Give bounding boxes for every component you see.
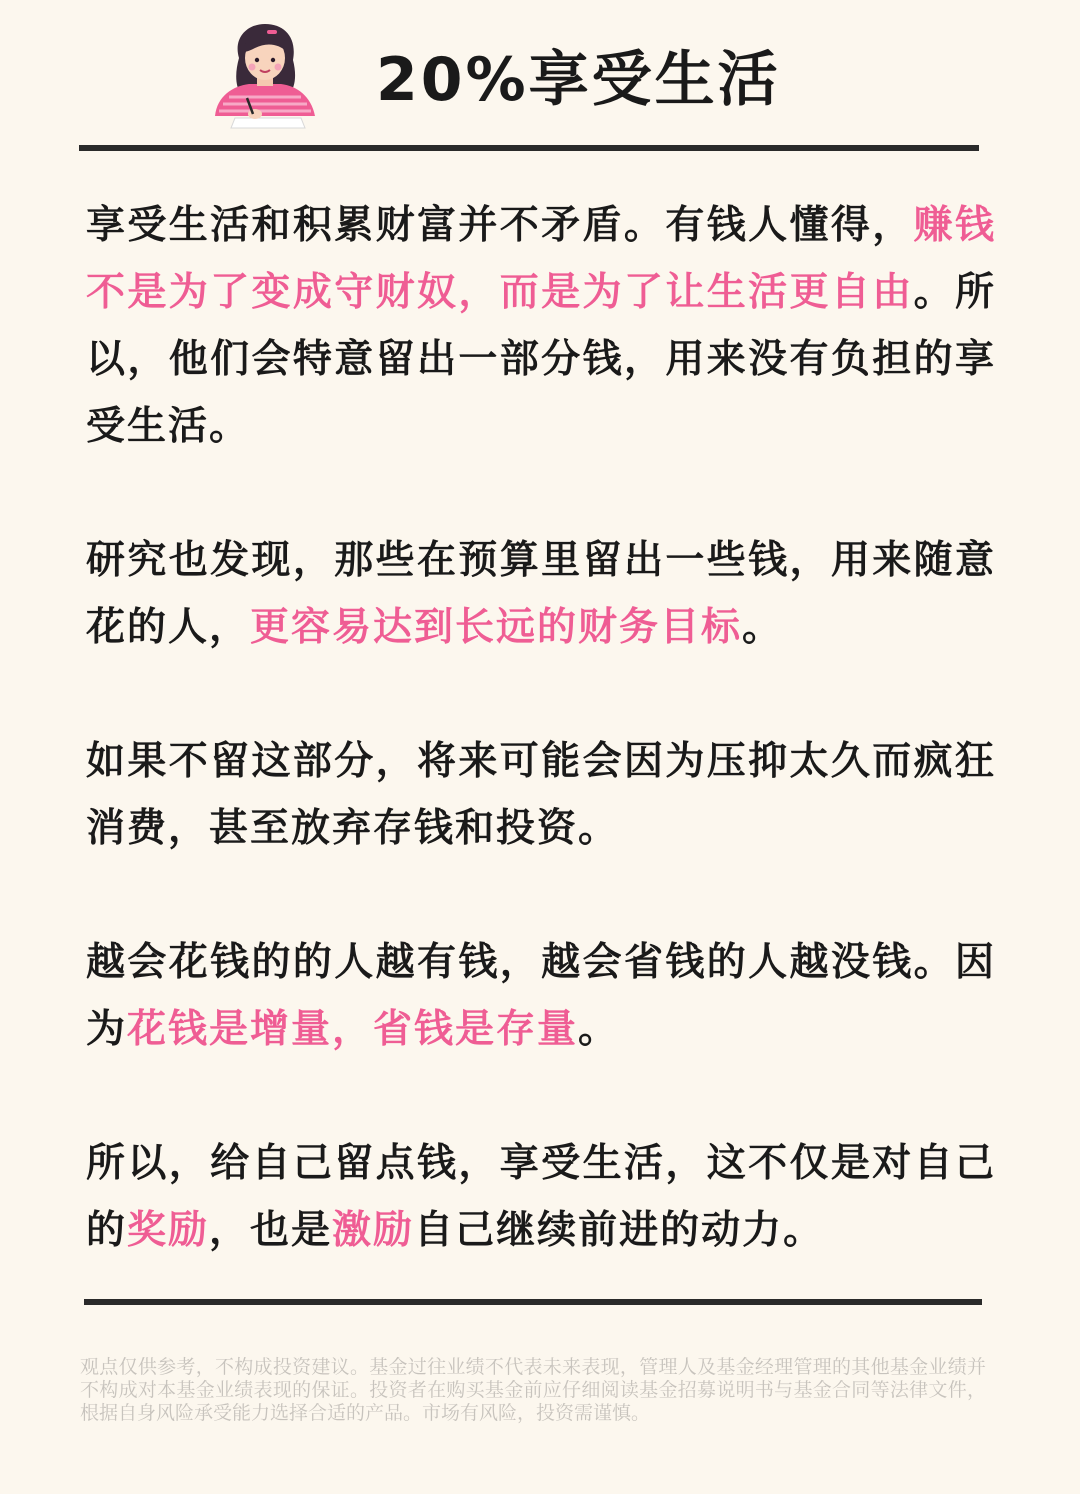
paragraph-text: 。 <box>742 605 784 650</box>
paragraph-text: ，也是 <box>209 1208 333 1253</box>
paragraph-text: 自己继续前进的动力。 <box>414 1208 825 1253</box>
paragraph-1 <box>86 192 996 460</box>
paragraph-4 <box>86 929 996 1063</box>
article-body <box>86 192 996 1331</box>
highlighted-text: 激励 <box>332 1208 415 1253</box>
paragraph-text: 。 <box>578 1007 620 1052</box>
paragraph-text: 所以，给自己留点钱，享受生活，这不仅是对自己的 <box>86 1141 996 1253</box>
header <box>0 0 1080 150</box>
paragraph-text: 。所以，他们会特意留出一部分钱，用来没有负担的享受生活。 <box>86 270 996 449</box>
highlighted-text: 赚钱不是为了变成守财奴，而是为了让生活更自由 <box>86 203 996 315</box>
top-divider <box>79 145 979 151</box>
paragraph-text: 研究也发现，那些在预算里留出一些钱，用来随意花的人， <box>86 538 996 650</box>
bottom-divider <box>84 1299 982 1305</box>
highlighted-text: 花钱是增量，省钱是存量 <box>127 1007 579 1052</box>
girl-writing-icon <box>205 18 323 130</box>
paragraph-text: 如果不留这部分，将来可能会因为压抑太久而疯狂消费，甚至放弃存钱和投资。 <box>86 739 996 851</box>
paragraph-text: 越会花钱的的人越有钱，越会省钱的人越没钱。因为 <box>86 940 996 1052</box>
highlighted-text: 更容易达到长远的财务目标 <box>250 605 743 650</box>
paragraph-3 <box>86 728 996 862</box>
page-title: 20%享受生活 <box>376 45 781 115</box>
highlighted-text: 奖励 <box>127 1208 210 1253</box>
paragraph-2 <box>86 527 996 661</box>
paragraph-text: 享受生活和积累财富并不矛盾。有钱人懂得， <box>86 203 914 248</box>
paragraph-5 <box>86 1130 996 1264</box>
risk-disclaimer: 观点仅供参考，不构成投资建议。基金过往业绩不代表未来表现，管理人及基金经理管理的其他基金业绩并不构成对本基金业绩表现的保证。投资者在购买基金前应仔细阅读基金招募说明书与基金合同等法律文件，根据自身风险承受能力选择合适的产品。市场有风险，投资需谨慎。 <box>80 1356 986 1424</box>
